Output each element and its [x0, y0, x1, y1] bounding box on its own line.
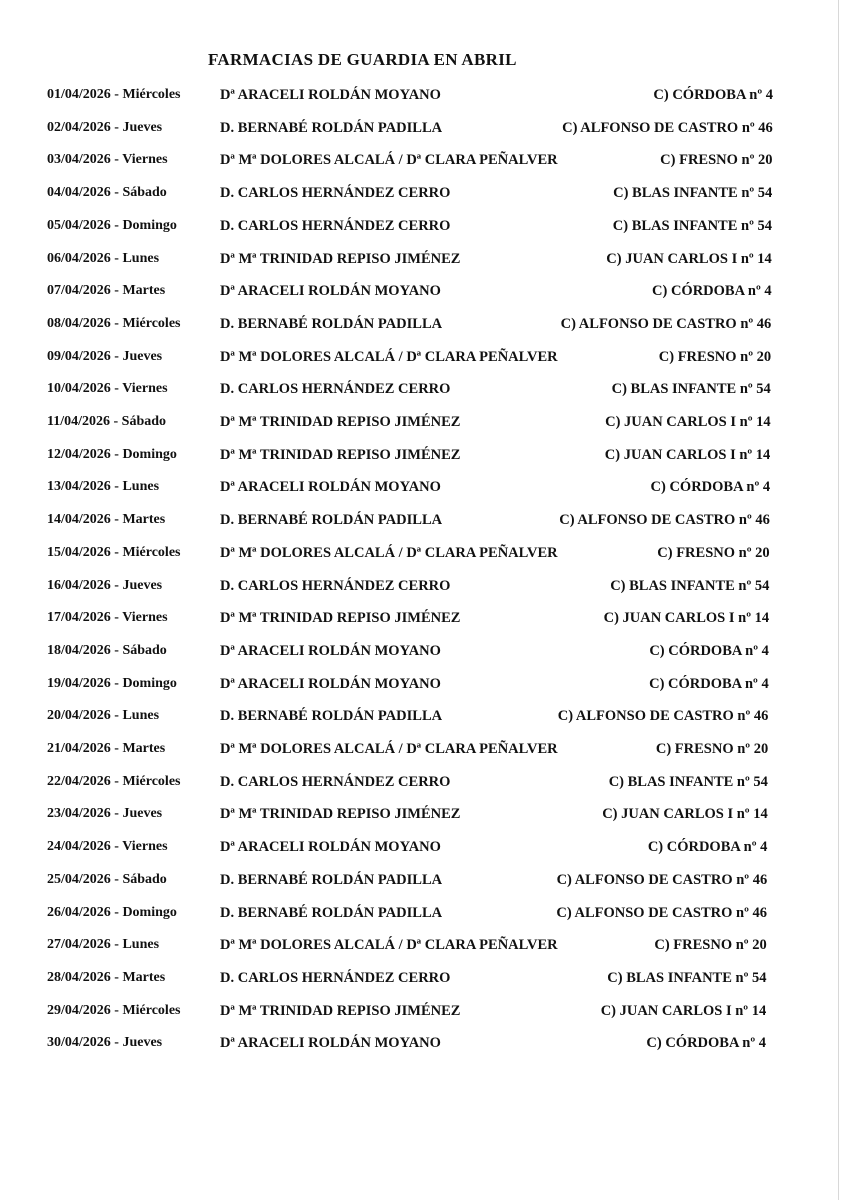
pharmacy-address: C) CÓRDOBA nº 4 — [646, 1035, 766, 1052]
duty-date: 30/04/2026 - Jueves — [47, 1035, 163, 1051]
pharmacist-name: D. BERNABÉ ROLDÁN PADILLA — [220, 512, 443, 529]
pharmacy-address: C) JUAN CARLOS I nº 14 — [603, 610, 770, 627]
duty-date: 05/04/2026 - Domingo — [47, 217, 177, 233]
table-row — [0, 414, 849, 438]
table-row — [0, 512, 849, 536]
table-row — [0, 185, 849, 209]
pharmacy-address: C) ALFONSO DE CASTRO nº 46 — [560, 315, 772, 332]
pharmacist-name: D. BERNABÉ ROLDÁN PADILLA — [220, 871, 443, 888]
table-row — [0, 1035, 849, 1059]
table-row — [0, 806, 849, 830]
pharmacy-address: C) JUAN CARLOS I nº 14 — [600, 1002, 767, 1019]
pharmacy-address: C) CÓRDOBA nº 4 — [649, 675, 769, 692]
page-title: FARMACIAS DE GUARDIA EN ABRIL — [208, 50, 517, 69]
table-row — [0, 87, 849, 111]
pharmacist-name: Dª Mª TRINIDAD REPISO JIMÉNEZ — [220, 806, 461, 823]
pharmacist-name: Dª ARACELI ROLDÁN MOYANO — [220, 642, 441, 659]
pharmacy-address: C) BLAS INFANTE nº 54 — [611, 381, 771, 398]
duty-date: 24/04/2026 - Viernes — [47, 839, 168, 855]
pharmacist-name: Dª ARACELI ROLDÁN MOYANO — [220, 87, 441, 103]
pharmacy-address: C) FRESNO nº 20 — [655, 741, 769, 757]
pharmacist-name: D. CARLOS HERNÁNDEZ CERRO — [220, 217, 451, 234]
pharmacist-name: D. CARLOS HERNÁNDEZ CERRO — [220, 381, 451, 398]
pharmacist-name: D. CARLOS HERNÁNDEZ CERRO — [220, 577, 451, 594]
table-row — [0, 152, 849, 176]
pharmacist-name: Dª ARACELI ROLDÁN MOYANO — [220, 1035, 441, 1052]
pharmacist-name: D. CARLOS HERNÁNDEZ CERRO — [220, 773, 451, 790]
pharmacy-address: C) JUAN CARLOS I nº 14 — [605, 414, 771, 430]
table-row — [0, 970, 849, 994]
pharmacist-name: D. BERNABÉ ROLDÁN PADILLA — [220, 315, 443, 332]
duty-date: 14/04/2026 - Martes — [47, 512, 166, 528]
pharmacy-address: C) BLAS INFANTE nº 54 — [613, 185, 773, 202]
duty-date: 21/04/2026 - Martes — [47, 741, 166, 756]
pharmacy-address: C) CÓRDOBA nº 4 — [653, 87, 773, 103]
pharmacy-address: C) FRESNO nº 20 — [657, 544, 770, 561]
pharmacy-address: C) ALFONSO DE CASTRO nº 46 — [557, 708, 769, 725]
table-row — [0, 741, 849, 765]
table-row — [0, 872, 849, 896]
pharmacist-name: Dª Mª TRINIDAD REPISO JIMÉNEZ — [220, 250, 461, 267]
duty-date: 04/04/2026 - Sábado — [47, 185, 167, 201]
pharmacy-address: C) JUAN CARLOS I nº 14 — [602, 806, 768, 823]
duty-date: 07/04/2026 - Martes — [47, 283, 166, 299]
pharmacy-address: C) BLAS INFANTE nº 54 — [612, 217, 772, 234]
duty-date: 23/04/2026 - Jueves — [47, 806, 163, 822]
duty-date: 02/04/2026 - Jueves — [47, 119, 163, 135]
pharmacy-address: C) BLAS INFANTE nº 54 — [607, 969, 767, 986]
duty-date: 22/04/2026 - Miércoles — [47, 773, 181, 789]
pharmacist-name: D. BERNABÉ ROLDÁN PADILLA — [220, 904, 443, 921]
pharmacist-name: Dª Mª TRINIDAD REPISO JIMÉNEZ — [220, 610, 461, 627]
pharmacy-address: C) ALFONSO DE CASTRO nº 46 — [562, 119, 773, 136]
pharmacist-name: Dª ARACELI ROLDÁN MOYANO — [220, 839, 441, 856]
duty-date: 28/04/2026 - Martes — [47, 969, 166, 985]
table-row — [0, 120, 849, 144]
pharmacy-address: C) CÓRDOBA nº 4 — [647, 839, 768, 856]
pharmacist-name: Dª Mª DOLORES ALCALÁ / Dª CLARA PEÑALVER — [220, 348, 558, 365]
duty-date: 26/04/2026 - Domingo — [47, 904, 177, 920]
pharmacy-address: C) CÓRDOBA nº 4 — [649, 642, 769, 659]
pharmacist-name: Dª ARACELI ROLDÁN MOYANO — [220, 479, 441, 496]
duty-date: 17/04/2026 - Viernes — [47, 610, 168, 626]
table-row — [0, 708, 849, 732]
table-row — [0, 283, 849, 307]
pharmacist-name: D. CARLOS HERNÁNDEZ CERRO — [220, 969, 451, 986]
table-row — [0, 1003, 849, 1027]
duty-date: 27/04/2026 - Lunes — [47, 937, 160, 953]
pharmacy-address: C) FRESNO nº 20 — [658, 348, 772, 365]
table-row — [0, 774, 849, 798]
duty-date: 20/04/2026 - Lunes — [47, 708, 160, 724]
table-row — [0, 316, 849, 340]
pharmacy-address: C) CÓRDOBA nº 4 — [650, 479, 771, 496]
pharmacy-address: C) JUAN CARLOS I nº 14 — [604, 446, 771, 463]
duty-date: 19/04/2026 - Domingo — [47, 675, 177, 691]
pharmacist-name: Dª Mª DOLORES ALCALÁ / Dª CLARA PEÑALVER — [220, 741, 558, 757]
pharmacy-address: C) JUAN CARLOS I nº 14 — [606, 250, 772, 267]
table-row — [0, 545, 849, 569]
pharmacist-name: Dª Mª DOLORES ALCALÁ / Dª CLARA PEÑALVER — [220, 937, 558, 954]
table-row — [0, 381, 849, 405]
duty-date: 25/04/2026 - Sábado — [47, 871, 167, 887]
pharmacist-name: Dª Mª DOLORES ALCALÁ / Dª CLARA PEÑALVER — [220, 544, 558, 561]
pharmacy-address: C) ALFONSO DE CASTRO nº 46 — [556, 904, 767, 921]
pharmacist-name: Dª Mª TRINIDAD REPISO JIMÉNEZ — [220, 1002, 461, 1019]
pharmacist-name: Dª Mª TRINIDAD REPISO JIMÉNEZ — [220, 414, 461, 430]
duty-date: 29/04/2026 - Miércoles — [47, 1002, 181, 1018]
duty-date: 13/04/2026 - Lunes — [47, 479, 160, 495]
table-row — [0, 643, 849, 667]
duty-date: 06/04/2026 - Lunes — [47, 250, 160, 266]
pharmacist-name: Dª Mª TRINIDAD REPISO JIMÉNEZ — [220, 446, 461, 463]
pharmacist-name: Dª Mª DOLORES ALCALÁ / Dª CLARA PEÑALVER — [220, 152, 558, 169]
table-row — [0, 251, 849, 275]
pharmacy-address: C) FRESNO nº 20 — [654, 937, 767, 954]
duty-date: 11/04/2026 - Sábado — [47, 414, 167, 429]
duty-date: 16/04/2026 - Jueves — [47, 577, 163, 593]
duty-date: 01/04/2026 - Miércoles — [47, 87, 181, 102]
table-row — [0, 905, 849, 929]
table-row — [0, 218, 849, 242]
table-row — [0, 610, 849, 634]
table-row — [0, 479, 849, 503]
pharmacist-name: Dª ARACELI ROLDÁN MOYANO — [220, 283, 441, 300]
table-row — [0, 349, 849, 373]
duty-date: 09/04/2026 - Jueves — [47, 348, 163, 364]
pharmacy-address: C) BLAS INFANTE nº 54 — [608, 773, 768, 790]
duty-date: 10/04/2026 - Viernes — [47, 381, 168, 397]
pharmacist-name: D. CARLOS HERNÁNDEZ CERRO — [220, 185, 451, 202]
table-row — [0, 937, 849, 961]
duty-date: 12/04/2026 - Domingo — [47, 446, 177, 462]
pharmacy-address: C) FRESNO nº 20 — [660, 152, 773, 169]
pharmacy-address: C) CÓRDOBA nº 4 — [652, 283, 772, 300]
table-row — [0, 676, 849, 700]
pharmacy-address: C) BLAS INFANTE nº 54 — [610, 577, 770, 594]
table-row — [0, 447, 849, 471]
pharmacy-address: C) ALFONSO DE CASTRO nº 46 — [559, 512, 770, 529]
pharmacist-name: D. BERNABÉ ROLDÁN PADILLA — [220, 119, 443, 136]
duty-date: 03/04/2026 - Viernes — [47, 152, 168, 168]
table-row — [0, 839, 849, 863]
duty-date: 15/04/2026 - Miércoles — [47, 544, 181, 560]
table-row — [0, 578, 849, 602]
duty-date: 18/04/2026 - Sábado — [47, 642, 167, 658]
pharmacist-name: D. BERNABÉ ROLDÁN PADILLA — [220, 708, 443, 725]
duty-date: 08/04/2026 - Miércoles — [47, 315, 181, 331]
pharmacist-name: Dª ARACELI ROLDÁN MOYANO — [220, 675, 441, 692]
pharmacy-address: C) ALFONSO DE CASTRO nº 46 — [556, 871, 768, 888]
